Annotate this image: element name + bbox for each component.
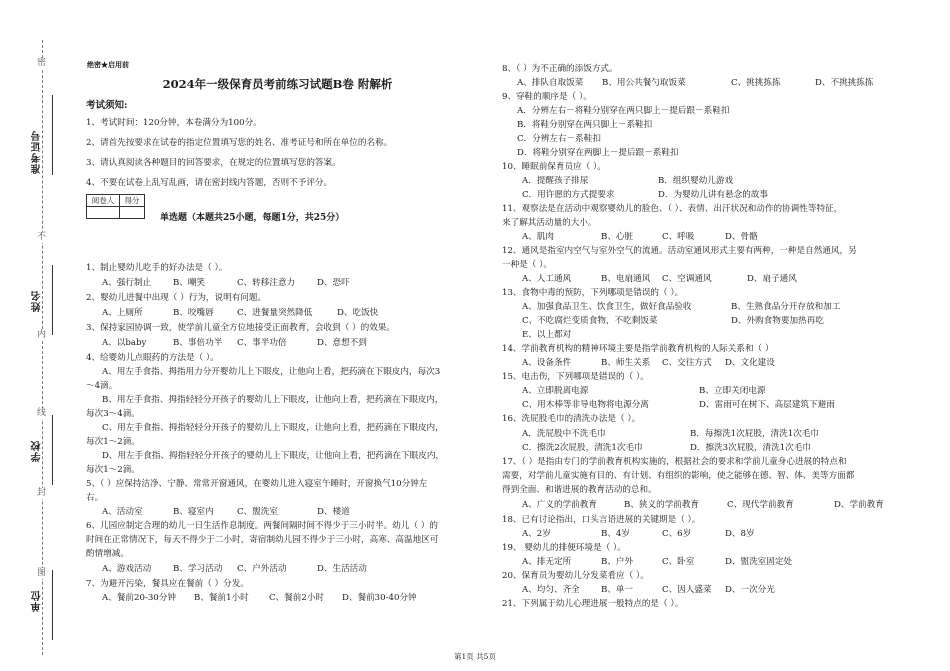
question-option: C、卧室 — [662, 557, 695, 567]
question-option: A、2岁 — [522, 529, 551, 539]
question-option: D、盥洗室固定处 — [725, 557, 793, 567]
question-option: A、排队自取饭菜 — [517, 78, 584, 88]
question-text: 需要，对学前儿童实施有目的、有计划、有组织的影响，使之能够在德、智、体、美等方面都 — [502, 471, 855, 481]
question-text: 一种是（ ）。 — [502, 260, 552, 270]
question-option: B、用公共餐勺取饭菜 — [602, 78, 686, 88]
question-option: A、排无定所 — [522, 557, 572, 567]
question-option: C、餐前2小时 — [269, 593, 325, 603]
question-option: D．为婴幼儿讲有悬念的故事 — [658, 190, 769, 200]
exam-number-label: 准考证号 — [32, 130, 43, 174]
question-option: D、外购食物要加热再吃 — [731, 316, 824, 326]
question-option: C、现代学前教育 — [727, 500, 794, 510]
question-line: A．分辨左右－将鞋分别穿在两只脚上－提后跟－系鞋扣 — [517, 106, 730, 116]
question-line: ～4滴。 — [86, 381, 118, 391]
unit-label: 单位 — [32, 590, 43, 612]
question-option: A、游戏活动 — [102, 564, 152, 574]
question-option: A．提醒孩子排尿 — [522, 176, 589, 186]
question-line: B、用左手食指、拇指轻轻分开孩子的婴幼儿上下眼皮，让他向上看，把药滴在下眼皮内， — [102, 395, 444, 405]
question-text: 来了解其活动量的大小。 — [502, 218, 597, 228]
notice-item: 3、请认真阅读各种题目的回答要求，在规定的位置填写您的答案。 — [86, 158, 341, 168]
question-line: D、用左手食指、拇指轻轻分开孩子的婴幼儿上下眼皮，让他向上看，把药滴在下眼皮内， — [102, 451, 445, 461]
question-option: B、事倍功半 — [173, 338, 223, 348]
question-option: A、立即脱离电源 — [522, 386, 589, 396]
question-text: 20、保育员为婴幼儿分发菜肴应（ ）。 — [502, 571, 649, 581]
question-text: 12、通风是指室内空气与室外空气的流通。活动室通风形式主要有两种，一种是自然通风，另 — [502, 246, 857, 256]
score-cell[interactable] — [120, 207, 145, 219]
question-option: B、狭义的学前教育 — [624, 500, 700, 510]
question-option: A、肌肉 — [522, 232, 554, 242]
question-text: 21、下列属于幼儿心理进展一般特点的是（ ）。 — [502, 599, 684, 609]
confidential-mark: 绝密★启用前 — [87, 60, 129, 69]
question-text: 1、制止婴幼儿吃手的好办法是（ ）。 — [86, 263, 228, 273]
question-option: B、心脏 — [601, 232, 634, 242]
question-text: 11、观察法是在活动中观察婴幼儿的脸色、（ ）、表情、出汗状况和动作的协调性等特征， — [502, 204, 843, 214]
question-option: C、空调通风 — [662, 274, 712, 284]
binding-char: 图 — [37, 568, 47, 578]
question-option: B、单一 — [601, 585, 634, 595]
question-option: D、扇子通风 — [747, 274, 797, 284]
question-option: A、广义的学前教育 — [522, 500, 597, 510]
page-footer: 第1页 共5页 — [454, 652, 496, 661]
section-title: 单选题（本题共25小题，每题1分，共25分） — [160, 213, 345, 223]
question-option: C、转移注意力 — [237, 278, 296, 288]
question-option: D、雷雨可在树下、高层建筑下避雨 — [699, 400, 835, 410]
question-text: 7、为避开污染，餐具应在餐前（ ）分发。 — [86, 579, 249, 589]
question-line: D．将鞋分别穿在两脚上－提后跟－系鞋扣 — [517, 148, 679, 158]
question-option: D、餐前30-40分钟 — [342, 593, 417, 603]
school-field[interactable] — [52, 415, 53, 485]
unit-field[interactable] — [52, 570, 53, 640]
question-option: A、以baby — [102, 338, 147, 348]
question-option: C、因人盛菜 — [662, 585, 712, 595]
question-option: B、电扇通风 — [601, 274, 651, 284]
question-option: D、意想不到 — [317, 338, 367, 348]
school-label: 学校 — [32, 440, 43, 462]
notice-heading: 考试须知: — [86, 100, 128, 111]
question-option: C、挑挑拣拣 — [731, 78, 781, 88]
question-text: 酌情增减。 — [86, 549, 129, 559]
question-option: B、户外 — [601, 557, 634, 567]
question-option: B、师生关系 — [601, 358, 651, 368]
question-option: D、文化建设 — [725, 358, 775, 368]
question-text: 16、洗屁股毛巾的清洗办法是（ ）。 — [502, 414, 641, 424]
question-option: D、生活活动 — [317, 564, 367, 574]
question-option: A．洗屁股中不洗毛巾 — [522, 429, 606, 439]
question-option: B．组织婴幼儿游戏 — [658, 176, 734, 186]
question-option: D、不挑挑拣拣 — [815, 78, 874, 88]
question-option: A、活动室 — [102, 507, 143, 517]
question-option: B．每擦洗1次屁股，清洗1次毛巾 — [690, 429, 819, 439]
question-line: B．将鞋分别穿在两只脚上－系鞋扣 — [517, 120, 653, 130]
question-option: D、一次分光 — [725, 585, 775, 595]
question-option: B、咬嘴唇 — [173, 308, 214, 318]
question-text: 2、婴幼儿进餐中出现（ ）行为，说明有问题。 — [86, 293, 267, 303]
binding-char: 不 — [37, 232, 47, 242]
exam-number-field[interactable] — [52, 95, 53, 175]
notice-item: 1、考试时间：120分钟，本卷满分为100分。 — [86, 118, 262, 128]
notice-item: 4、不要在试卷上乱写乱画，请在密封线内答题，否则不予评分。 — [86, 178, 333, 188]
question-option: C、交往方式 — [662, 358, 712, 368]
question-line: 每次1～2滴。 — [86, 465, 140, 475]
question-option: B、嘲笑 — [173, 278, 206, 288]
binding-char: 线 — [37, 408, 47, 418]
question-option: A、上厕所 — [102, 308, 143, 318]
question-text: 时间在正常情况下，每天不得少于二小时，寄宿制幼儿园不得少于三小时，高寒、高温地区可 — [86, 535, 439, 545]
score-header: 得分 — [120, 195, 145, 207]
question-text: 14、学前教育机构的精神环境主要是指学前教育机构的人际关系和（ ） — [502, 344, 774, 354]
binding-char: 封 — [37, 488, 47, 498]
question-line: 每次3～4滴。 — [86, 409, 140, 419]
question-option: A、均匀、齐全 — [522, 585, 580, 595]
question-option: E、以上都对 — [522, 330, 572, 340]
page-title: 2024年一级保育员考前练习试题B卷 附解析 — [162, 77, 393, 91]
question-text: 8、（ ）为不正确的添饭方式。 — [502, 64, 618, 74]
question-option: C、盥洗室 — [237, 507, 278, 517]
question-option: B、寝室内 — [173, 507, 214, 517]
question-option: D、恐吓 — [317, 278, 350, 288]
question-text: 右。 — [86, 493, 104, 503]
question-option: B、4岁 — [601, 529, 630, 539]
question-text: 17、（ ）是指由专门的学前教育机构实施的，根据社会的要求和学前儿童身心进展的特点和 — [502, 457, 847, 467]
question-option: B、餐前1小时 — [194, 593, 249, 603]
question-option: C．用许愿的方式提要求 — [522, 190, 615, 200]
question-option: D．擦洗3次屁股，清洗1次毛巾 — [690, 443, 811, 453]
binding-char: 内 — [37, 330, 47, 340]
question-option: A、强行制止 — [102, 278, 152, 288]
question-text: 18、已有讨论指出，口头言语进展的关键期是（ ）。 — [502, 515, 701, 525]
question-option: C、事半功倍 — [237, 338, 287, 348]
question-option: C、用木棒等非导电物将电源分离 — [522, 400, 649, 410]
question-option: C、6岁 — [662, 529, 692, 539]
binding-char: 密 — [37, 58, 47, 68]
question-text: 4、给婴幼儿点眼药的方法是（ ）。 — [86, 353, 219, 363]
question-option: D、吃饭快 — [337, 308, 379, 318]
question-option: B、立即关闭电源 — [699, 386, 766, 396]
question-option: C、进餐量突然降低 — [237, 308, 313, 318]
question-text: 13、食物中毒的预防，下列哪项是错误的（ ）。 — [502, 288, 684, 298]
question-option: C．擦洗2次屁股，清洗1次毛巾 — [522, 443, 643, 453]
question-option: C、不吃腐烂变质食物，不吃剩饭菜 — [522, 316, 658, 326]
question-option: C、呼吸 — [662, 232, 695, 242]
question-option: D、8岁 — [725, 529, 755, 539]
question-text: 得到全面、和谐进展的教育活动的总和。 — [502, 485, 657, 495]
name-field[interactable] — [52, 265, 53, 335]
question-option: B、学习活动 — [173, 564, 223, 574]
reviewer-cell[interactable] — [87, 207, 120, 219]
question-line: 每次1～2滴。 — [86, 437, 140, 447]
reviewer-header: 阅卷人 — [87, 195, 120, 207]
binding-margin — [0, 0, 60, 671]
question-text: 19、 婴幼儿的排便环境是（ ）。 — [502, 543, 626, 553]
question-option: D、骨骼 — [725, 232, 758, 242]
question-option: A、餐前20-30分钟 — [102, 593, 176, 603]
score-table — [86, 194, 145, 219]
question-option: D、楼道 — [317, 507, 350, 517]
question-line: A、用左手食指、拇指用力分开婴幼儿上下眼皮，让他向上看，把药滴在下眼皮内，每次3 — [102, 367, 441, 377]
question-text: 10、睡眠前保育员应（ ）。 — [502, 162, 606, 172]
question-option: D、学前教育 — [834, 500, 884, 510]
question-option: B、生熟食品分开存放和加工 — [731, 302, 841, 312]
question-option: A、设备条件 — [522, 358, 572, 368]
question-text: 3、保持家园协调一致，使学前儿童全方位地接受正面教育，会收到（ ）的效果。 — [86, 323, 395, 333]
question-text: 15、电击伤，下列哪项是错误的（ ）。 — [502, 372, 649, 382]
notice-item: 2、请首先按要求在试卷的指定位置填写您的姓名、准考证号和所在单位的名称。 — [86, 138, 393, 148]
question-text: 9、穿鞋的顺序是（ ）。 — [502, 92, 592, 102]
question-line: C．分辨左右－系鞋扣 — [517, 134, 601, 144]
question-line: C、用左手食指、拇指轻轻分开孩子的婴幼儿上下眼皮，让他向上看，把药滴在下眼皮内， — [102, 423, 444, 433]
name-label: 姓名 — [32, 290, 43, 312]
question-text: 6、儿园应制定合理的幼儿一日生活作息制度。两餐间隔时间不得少于三小时半。幼儿（ ）的 — [86, 521, 438, 531]
question-option: A、人工通风 — [522, 274, 572, 284]
question-text: 5、（ ）应保持洁净、宁静、常常开窗通风，在婴幼儿进入寝室午睡时，开窗换气10分钟左 — [86, 479, 428, 489]
question-option: C、户外活动 — [237, 564, 287, 574]
question-option: A、加强食品卫生、饮食卫生，做好食品验收 — [522, 302, 692, 312]
